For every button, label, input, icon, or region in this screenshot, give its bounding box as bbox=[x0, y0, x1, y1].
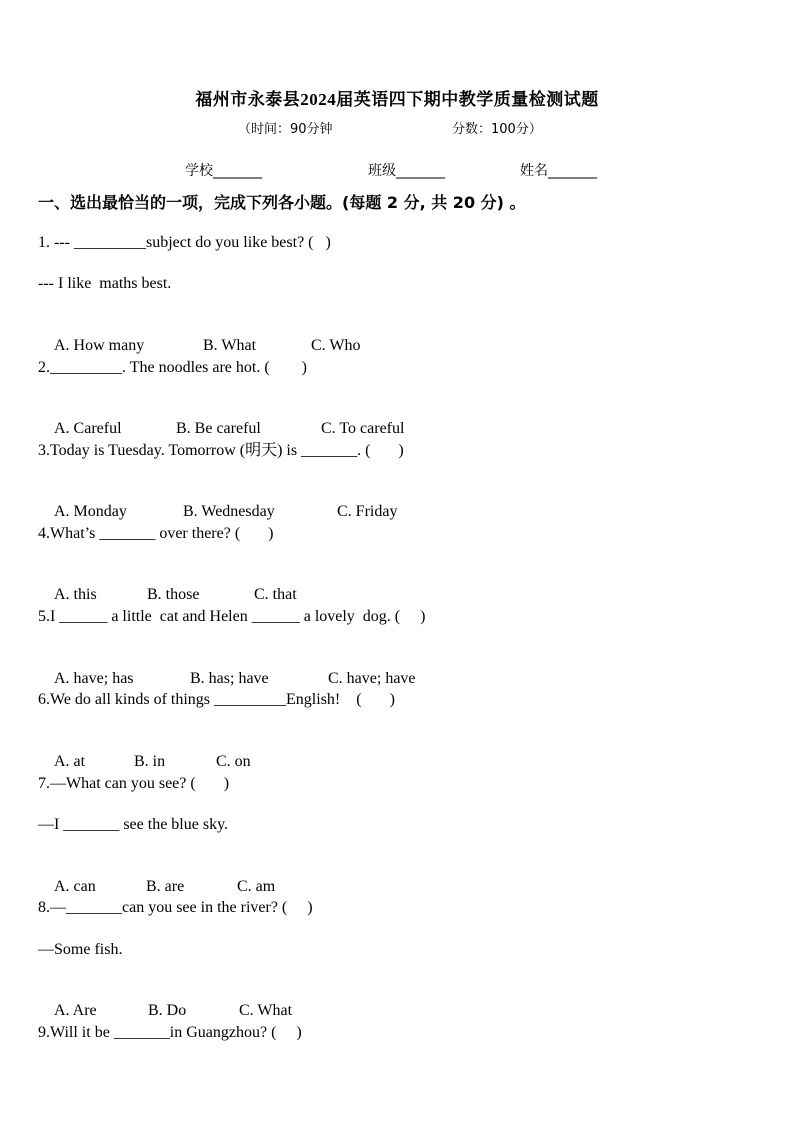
option-b: B. Be careful bbox=[176, 420, 261, 437]
option-b: B. Do bbox=[148, 1002, 187, 1019]
option-a: A. have; has bbox=[54, 670, 134, 687]
question-9: 9.Will it be _______in Guangzhou? ( ) bbox=[38, 1024, 302, 1041]
exam-score: 分数：100分） bbox=[452, 122, 542, 137]
name-field: 姓名_______ bbox=[520, 163, 597, 179]
option-c: C. have; have bbox=[328, 670, 416, 687]
option-a: A. Are bbox=[54, 1002, 97, 1019]
option-c: C. am bbox=[237, 878, 276, 895]
question-1-answer-line: --- I like maths best. bbox=[38, 275, 172, 292]
option-b: B. has; have bbox=[190, 670, 269, 687]
option-b: B. Wednesday bbox=[183, 503, 275, 520]
option-a: A. Monday bbox=[54, 503, 127, 520]
option-c: C. Friday bbox=[337, 503, 398, 520]
option-c: C. on bbox=[216, 753, 251, 770]
option-a: A. at bbox=[54, 753, 86, 770]
question-7-answer-line: —I _______ see the blue sky. bbox=[38, 816, 229, 833]
class-field: 班级_______ bbox=[368, 163, 445, 179]
option-c: C. that bbox=[254, 586, 297, 603]
question-3: 3.Today is Tuesday. Tomorrow (明天) is _______. ( ) bbox=[38, 442, 404, 459]
question-4: 4.What’s _______ over there? ( ) bbox=[38, 525, 274, 542]
question-1: 1. --- _________subject do you like best? ( ) bbox=[38, 234, 331, 251]
question-5: 5.I ______ a little cat and Helen ______ a lovely dog. ( ) bbox=[38, 608, 426, 625]
option-b: B. in bbox=[134, 753, 166, 770]
option-a: A. this bbox=[54, 586, 97, 603]
page-title: 福州市永泰县2024届英语四下期中教学质量检测试题 bbox=[195, 90, 599, 109]
option-a: A. can bbox=[54, 878, 96, 895]
option-c: C. What bbox=[239, 1002, 293, 1019]
question-8-answer-line: —Some fish. bbox=[38, 941, 123, 958]
question-6: 6.We do all kinds of things _________English! ( ) bbox=[38, 691, 395, 708]
option-b: B. those bbox=[147, 586, 200, 603]
question-2: 2._________. The noodles are hot. ( ) bbox=[38, 359, 307, 376]
option-c: C. Who bbox=[311, 337, 361, 354]
option-b: B. What bbox=[203, 337, 257, 354]
option-c: C. To careful bbox=[321, 420, 405, 437]
section-heading: 一、选出最恰当的一项，完成下列各小题。(每题 2 分, 共 20 分) 。 bbox=[38, 193, 526, 212]
school-field: 学校_______ bbox=[185, 163, 262, 179]
option-b: B. are bbox=[146, 878, 185, 895]
exam-time: （时间：90分钟 bbox=[238, 122, 333, 137]
option-a: A. How many bbox=[54, 337, 145, 354]
option-a: A. Careful bbox=[54, 420, 122, 437]
question-8: 8.—_______can you see in the river? ( ) bbox=[38, 899, 313, 916]
question-7: 7.—What can you see? ( ) bbox=[38, 775, 230, 792]
